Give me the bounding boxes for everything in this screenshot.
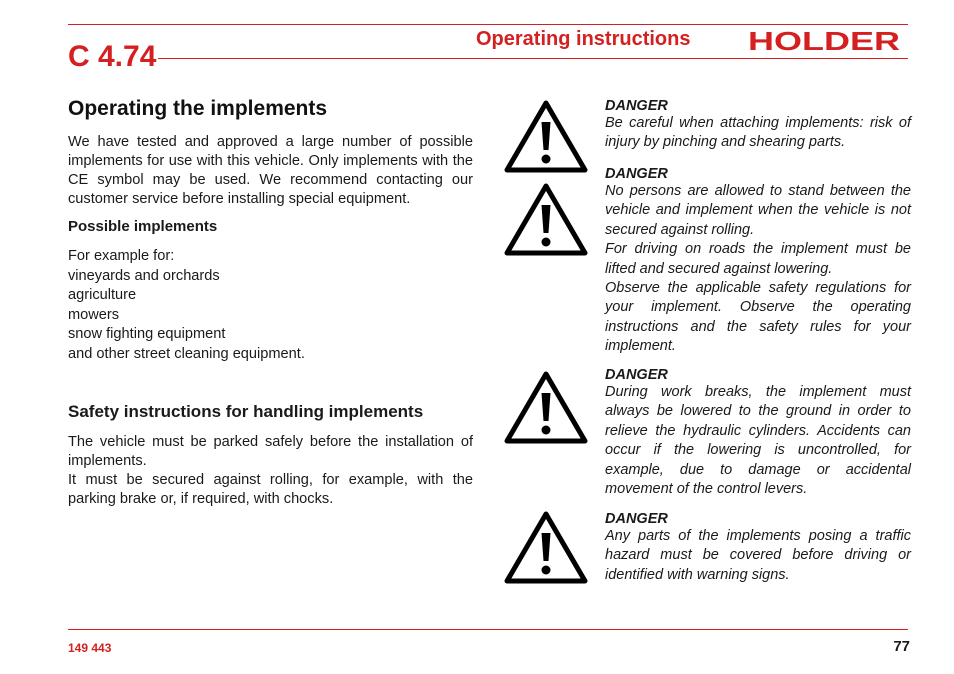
examples-list bbox=[68, 247, 305, 364]
list-item: snow fighting equipment bbox=[68, 326, 226, 342]
list-item: vineyards and orchards bbox=[68, 267, 220, 284]
danger-text: No persons are allowed to stand between the vehicle and implement when the vehicle is not secured against rolling. bbox=[605, 183, 911, 238]
page-number: 77 bbox=[893, 638, 910, 655]
holder-logo-text: HOLDER bbox=[748, 29, 901, 53]
warning-block-3 bbox=[605, 367, 911, 499]
list-item: mowers bbox=[68, 306, 120, 323]
header-title: Operating instructions bbox=[476, 28, 691, 50]
list-item: agriculture bbox=[68, 287, 137, 303]
danger-title: DANGER bbox=[605, 367, 668, 383]
danger-title: DANGER bbox=[605, 98, 668, 114]
possible-implements-heading: Possible implements bbox=[68, 218, 218, 235]
footer-rule bbox=[68, 629, 908, 630]
danger-text: For driving on roads the implement must be lifted and secured against lowering. bbox=[605, 241, 911, 277]
safety-paragraph-2: It must be secured against rolling, for example, with the parking brake or, if required, with chocks. bbox=[68, 472, 473, 507]
holder-logo bbox=[748, 29, 902, 58]
danger-title: DANGER bbox=[605, 511, 668, 527]
warning-block-2 bbox=[605, 166, 911, 357]
warning-triangle-icon bbox=[504, 100, 588, 174]
intro-paragraph: We have tested and approved a large number of possible implements for use with this vehicle. Only implements with the CE symbol may be used. We recommend contacting our customer service before installing special equipment. bbox=[68, 134, 473, 207]
warning-triangle-icon bbox=[504, 371, 588, 445]
danger-text: Any parts of the implements posing a traffic hazard must be covered before driving or identified with warning signs. bbox=[605, 528, 911, 583]
danger-title: DANGER bbox=[605, 166, 668, 182]
warning-triangle-icon bbox=[504, 511, 588, 585]
safety-heading: Safety instructions for handling implements bbox=[68, 402, 424, 421]
document-code: 149 443 bbox=[68, 641, 112, 655]
section-heading: Operating the implements bbox=[68, 97, 328, 120]
header-top-rule bbox=[68, 24, 908, 25]
list-item: and other street cleaning equipment. bbox=[68, 345, 305, 362]
warning-block-4 bbox=[605, 511, 911, 585]
list-item: For example for: bbox=[68, 248, 175, 264]
danger-text: During work breaks, the implement must always be lowered to the ground in order to relieve the hydraulic cylinders. Accidents can occur if the lowering is uncontrolled, for example, due to damage or accidental movement of the control levers. bbox=[605, 384, 911, 498]
warning-block-1 bbox=[605, 98, 911, 153]
danger-text: Observe the applicable safety regulations for your implement. Observe the operating instructions and the safety rules for your implement. bbox=[605, 280, 911, 355]
warning-triangle-icon bbox=[504, 183, 588, 257]
chapter-number: C 4.74 bbox=[68, 40, 157, 73]
danger-text: Be careful when attaching implements: risk of injury by pinching and shearing parts. bbox=[605, 115, 911, 151]
safety-paragraph-1: The vehicle must be parked safely before the installation of implements. bbox=[68, 434, 473, 469]
header-main-rule bbox=[158, 58, 908, 59]
